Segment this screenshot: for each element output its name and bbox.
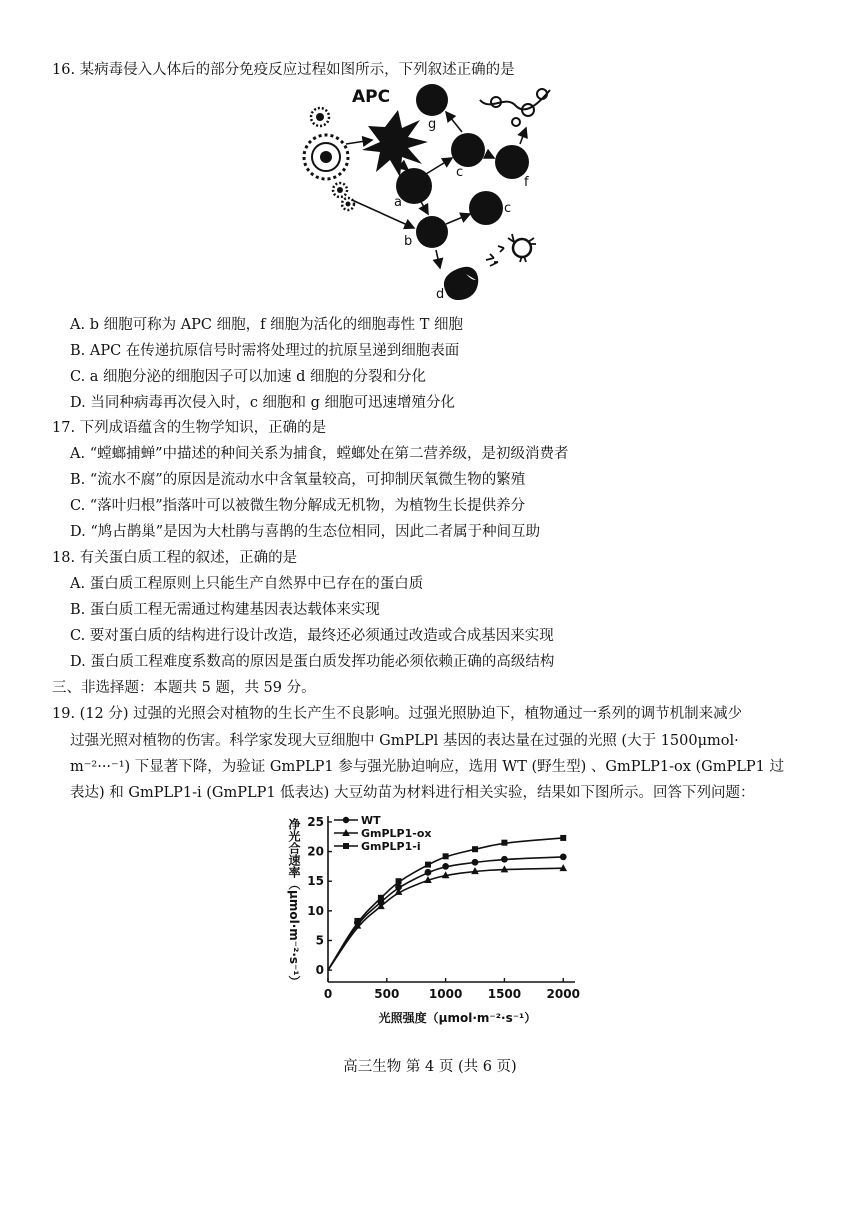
virus-lysis-icon (480, 89, 550, 126)
point-GmPLP1-i (443, 853, 449, 859)
label-f: f (524, 175, 529, 190)
y-tick-label: 0 (315, 963, 324, 978)
point-WT (472, 859, 479, 866)
q17-stem: 17. 下列成语蕴含的生物学知识，正确的是 (52, 420, 327, 436)
label-c-right: c (504, 201, 512, 216)
point-GmPLP1-i (396, 878, 402, 884)
y-tick-label: 10 (307, 903, 324, 918)
cell-b-icon (416, 216, 448, 248)
x-tick-label: 1500 (487, 987, 522, 1001)
x-tick-label: 0 (323, 987, 333, 1001)
cell-c-right-icon (469, 191, 503, 225)
q18-option-a: A. 蛋白质工程原则上只能生产自然界中已存在的蛋白质 (70, 576, 424, 592)
point-WT (442, 863, 449, 870)
x-tick-label: 2000 (546, 987, 580, 1001)
q18-option-d: D. 蛋白质工程难度系数高的原因是蛋白质发挥功能必须依赖正确的高级结构 (70, 654, 555, 670)
x-tick-label: 1000 (428, 987, 463, 1001)
cell-g-icon (416, 84, 448, 116)
virus-large-icon (304, 135, 348, 179)
label-c-top: c (456, 165, 464, 180)
q16-option-d: D. 当同种病毒再次侵入时，c 细胞和 g 细胞可迅速增殖分化 (70, 395, 456, 411)
point-GmPLP1-i (560, 835, 566, 841)
y-tick-label: 20 (307, 844, 324, 859)
apc-label: APC (352, 87, 391, 107)
q19-line-3: m⁻²···⁻¹) 下显著下降，为验证 GmPLP1 参与强光胁迫响应，选用 WT (野生型) 、GmPLP1-ox (GmPLP1 过 (70, 759, 784, 775)
legend-label-GmPLP1-i: GmPLP1-i (361, 840, 421, 853)
q19-line-2: 过强光照对植物的伤害。科学家发现大豆细胞中 GmPLPl 基因的表达量在过强的光照 (大于 1500μmol· (70, 733, 739, 749)
apc-cell-icon (362, 110, 428, 177)
q16-option-a: A. b 细胞可称为 APC 细胞，f 细胞为活化的细胞毒性 T 细胞 (70, 317, 463, 333)
antibody-virus-icon (486, 234, 536, 266)
cell-c-top-icon (451, 133, 485, 167)
label-b: b (404, 234, 413, 249)
label-d: d (436, 287, 445, 302)
legend-label-WT: WT (361, 814, 381, 827)
q16-stem: 16. 某病毒侵入人体后的部分免疫反应过程如图所示，下列叙述正确的是 (52, 62, 515, 78)
y-tick-label: 5 (315, 933, 324, 948)
legend-marker-GmPLP1-i (343, 843, 349, 849)
q17-option-b: B. “流水不腐”的原因是流动水中含氧量较高，可抑制厌氧微生物的繁殖 (70, 472, 526, 488)
q16-option-b: B. APC 在传递抗原信号时需将处理过的抗原呈递到细胞表面 (70, 343, 460, 359)
page-footer: 高三生物 第 4 页 (共 6 页) (343, 1059, 517, 1075)
point-GmPLP1-i (378, 895, 384, 901)
q18-option-b: B. 蛋白质工程无需通过构建基因表达载体来实现 (70, 602, 380, 618)
immune-response-diagram (290, 82, 590, 306)
x-tick-label: 500 (374, 987, 400, 1001)
y-axis-label: 净光合速率（μmol·m⁻²·s⁻¹） (287, 818, 301, 988)
legend-label-GmPLP1-ox: GmPLP1-ox (361, 827, 432, 840)
q19-line-4: 表达) 和 GmPLP1-i (GmPLP1 低表达) 大豆幼苗为材料进行相关实验，结果如下图所示。回答下列问题： (70, 785, 755, 801)
q18-option-c: C. 要对蛋白质的结构进行设计改造，最终还必须通过改造或合成基因来实现 (70, 628, 554, 644)
q17-option-a: A. “螳螂捕蝉”中描述的种间关系为捕食，螳螂处在第二营养级，是初级消费者 (70, 446, 569, 462)
point-WT (560, 854, 567, 861)
q17-option-d: D. “鸠占鹊巢”是因为大杜鹃与喜鹊的生态位相同，因此二者属于种间互助 (70, 524, 541, 540)
y-tick-label: 25 (307, 814, 324, 829)
point-GmPLP1-i (501, 840, 507, 846)
x-axis-label: 光照强度（μmol·m⁻²·s⁻¹） (378, 1011, 537, 1025)
label-a: a (394, 195, 402, 210)
point-GmPLP1-i (472, 846, 478, 852)
point-WT (501, 856, 508, 863)
q17-option-c: C. “落叶归根”指落叶可以被微生物分解成无机物，为植物生长提供养分 (70, 498, 526, 514)
point-WT (425, 869, 432, 876)
label-g: g (428, 117, 437, 132)
photosynthesis-chart (280, 806, 590, 1034)
legend-marker-WT (343, 817, 349, 823)
section-heading: 三、非选择题：本题共 5 题，共 59 分。 (52, 680, 316, 696)
point-GmPLP1-i (425, 862, 431, 868)
point-GmPLP1-i (354, 918, 360, 924)
y-tick-label: 15 (307, 874, 324, 889)
q16-option-c: C. a 细胞分泌的细胞因子可以加速 d 细胞的分裂和分化 (70, 369, 427, 385)
cell-d-icon (444, 267, 478, 300)
q19-line-1: 19. (12 分) 过强的光照会对植物的生长产生不良影响。过强光照胁迫下，植物通过一系列的调节机制来减少 (52, 706, 743, 722)
q18-stem: 18. 有关蛋白质工程的叙述，正确的是 (52, 550, 298, 566)
cell-f-icon (495, 145, 529, 179)
